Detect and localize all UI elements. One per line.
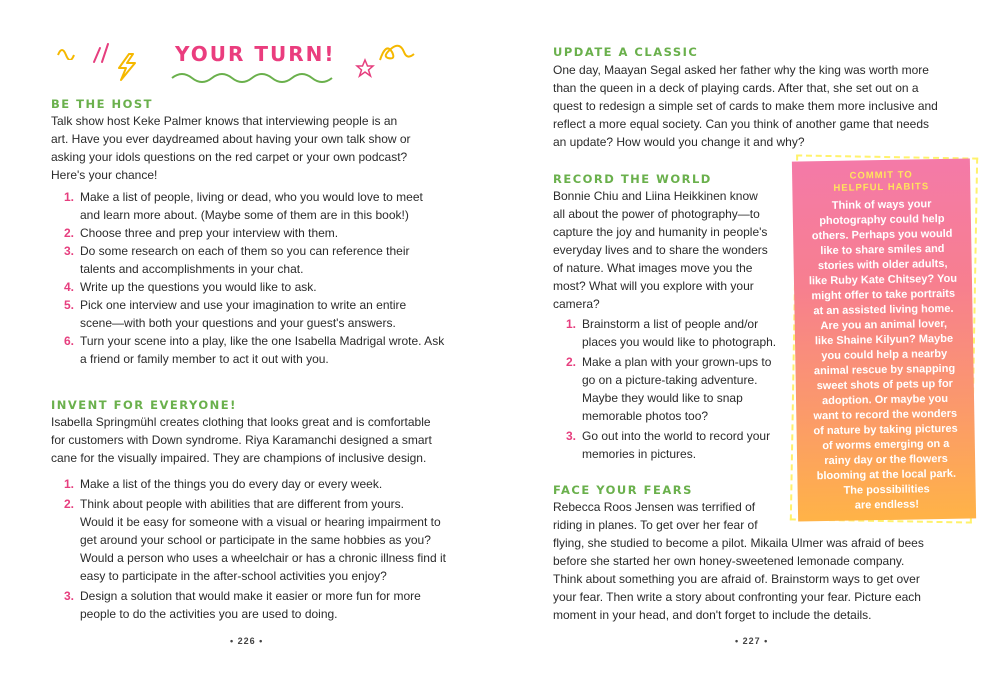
title-block	[55, 30, 415, 90]
host-steps	[64, 188, 464, 368]
step-number: 5.	[64, 298, 75, 312]
text-line: animal rescue by snapping	[813, 362, 956, 378]
step-number: 2.	[64, 497, 75, 511]
text-line: Are you an animal lover,	[820, 317, 948, 333]
text-line: Choose three and prep your interview with them.	[80, 226, 339, 240]
text-line: Design a solution that would make it easier or more fun for more	[80, 589, 421, 603]
text-line: Pick one interview and use your imagination to write an entire	[80, 298, 407, 312]
text-line: Talk show host Keke Palmer knows that interviewing people is an	[51, 114, 398, 128]
text-line: blooming at the local park.	[816, 467, 957, 483]
step-number: 3.	[64, 244, 75, 258]
text-line: get around your school or participate in the same hobbies as you?	[80, 533, 431, 547]
step-number: 1.	[64, 190, 75, 204]
step-number: 1.	[64, 477, 75, 491]
swirl-icon	[377, 38, 417, 68]
text-line: Brainstorm a list of people and/or	[582, 317, 759, 331]
text-line: like Shaine Kilyun? Maybe	[814, 332, 954, 348]
text-line: like Ruby Kate Chitsey? You	[808, 272, 958, 288]
host-heading: BE THE HOST	[51, 97, 153, 111]
text-line: Do some research on each of them so you can reference their	[80, 244, 410, 258]
list-item	[64, 587, 474, 623]
list-item	[64, 495, 474, 585]
text-line: Would it be easy for someone with a visual or hearing impairment to	[80, 515, 441, 529]
text-line: at an assisted living home.	[813, 302, 954, 318]
list-item	[64, 278, 464, 296]
record-heading: RECORD THE WORLD	[553, 172, 712, 186]
invent-heading: INVENT FOR EVERYONE!	[51, 398, 237, 412]
text-line: talents and accomplishments in your chat.	[80, 262, 304, 276]
text-line: HELPFUL HABITS	[833, 181, 930, 194]
text-line: Isabella Springmühl creates clothing that looks great and is comfortable	[51, 415, 431, 429]
list-item	[566, 427, 791, 463]
text-line: of nature by taking pictures	[813, 422, 958, 438]
text-line: stories with older adults,	[817, 257, 948, 273]
sparkle-icon	[90, 40, 112, 66]
lightning-icon	[113, 52, 141, 82]
text-line: photography could help	[819, 212, 945, 228]
list-item	[566, 353, 791, 425]
page-number: • 226 •	[230, 636, 264, 646]
text-line: reflect a more equal society. Can you think of another game that needs	[553, 117, 929, 131]
text-line: an update? How would you change it and why?	[553, 135, 805, 149]
text-line: Go out into the world to record your	[582, 429, 771, 443]
text-line: Think of ways your	[831, 198, 932, 212]
text-line: all about the power of photography—to	[553, 207, 760, 221]
list-item	[64, 188, 464, 224]
text-line: One day, Maayan Segal asked her father why the king was worth more	[553, 63, 929, 77]
classic-text	[553, 61, 973, 151]
text-line: COMMIT TO	[849, 169, 913, 182]
text-line: Write up the questions you would like to ask.	[80, 280, 317, 294]
text-line: capture the joy and humanity in people's	[553, 225, 768, 239]
star-icon	[355, 58, 375, 78]
text-line: like to share smiles and	[820, 242, 945, 258]
text-line: want to record the wonders	[813, 407, 958, 423]
text-line: might offer to take portraits	[811, 287, 956, 303]
classic-heading: UPDATE A CLASSIC	[553, 45, 699, 59]
list-item	[64, 224, 464, 242]
text-line: easy to participate in the after-school activities you enjoy?	[80, 569, 387, 583]
text-line: Maybe they would like to snap	[582, 391, 743, 405]
callout-body	[801, 197, 968, 515]
step-number: 6.	[64, 334, 75, 348]
text-line: memorable photos too?	[582, 409, 709, 423]
step-number: 3.	[64, 589, 75, 603]
text-line: of nature. What images move you the	[553, 261, 753, 275]
text-line: asking your idols questions on the red carpet or your own podcast?	[51, 150, 408, 164]
invent-steps	[64, 475, 474, 623]
text-line: you could help a nearby	[821, 347, 948, 363]
text-line: are endless!	[854, 498, 920, 512]
text-line: sweet shots of pets up for	[816, 377, 954, 393]
callout-title	[792, 168, 970, 195]
text-line: for customers with Down syndrome. Riya Karamanchi designed a smart	[51, 433, 432, 447]
text-line: Bonnie Chiu and Liina Heikkinen know	[553, 189, 758, 203]
step-number: 1.	[566, 317, 577, 331]
text-line: rainy day or the flowers	[824, 452, 948, 468]
step-number: 2.	[64, 226, 75, 240]
step-number: 3.	[566, 429, 577, 443]
text-line: cane for the visually impaired. They are champions of inclusive design.	[51, 451, 427, 465]
text-line: moment in your head, and don't forget to include the details.	[553, 608, 872, 622]
text-line: Would a person who uses a wheelchair or has a chronic illness find it	[80, 551, 446, 565]
text-line: riding in planes. To get over her fear of	[553, 518, 758, 532]
text-line: quest to redesign a simple set of cards to make them more inclusive and	[553, 99, 938, 113]
text-line: places you would like to photograph.	[582, 335, 777, 349]
record-intro	[553, 187, 793, 313]
page-number: • 227 •	[735, 636, 769, 646]
squiggle-icon	[55, 40, 85, 60]
text-line: Here's your chance!	[51, 168, 158, 182]
text-line: everyday lives and to share the wonders	[553, 243, 768, 257]
list-item	[566, 315, 791, 351]
wavy-underline-icon	[170, 68, 340, 84]
host-intro	[51, 112, 461, 184]
text-line: your fear. Then write a story about confronting your fear. Picture each	[553, 590, 921, 604]
text-line: others. Perhaps you would	[811, 227, 953, 243]
text-line: before she started her own honey-sweetened lemonade company.	[553, 554, 905, 568]
text-line: scene—with both your questions and your guest's answers.	[80, 316, 396, 330]
text-line: go on a picture-taking adventure.	[582, 373, 758, 387]
callout-box	[792, 158, 976, 521]
text-line: a friend or family member to act it out with you.	[80, 352, 329, 366]
text-line: Think about something you are afraid of. Brainstorm ways to get over	[553, 572, 920, 586]
text-line: memories in pictures.	[582, 447, 697, 461]
text-line: camera?	[553, 297, 600, 311]
step-number: 4.	[64, 280, 75, 294]
text-line: The possibilities	[843, 483, 930, 497]
text-line: most? What will you explore with your	[553, 279, 754, 293]
text-line: adoption. Or maybe you	[821, 392, 949, 408]
text-line: and learn more about. (Maybe some of them are in this book!)	[80, 208, 409, 222]
text-line: flying, she studied to become a pilot. Mikaila Ulmer was afraid of bees	[553, 536, 924, 550]
text-line: Turn your scene into a play, like the one Isabella Madrigal wrote. Ask	[80, 334, 445, 348]
list-item	[64, 296, 464, 332]
text-line: Rebecca Roos Jensen was terrified of	[553, 500, 756, 514]
text-line: Think about people with abilities that are different from yours.	[80, 497, 404, 511]
text-line: Make a list of people, living or dead, who you would love to meet	[80, 190, 423, 204]
text-line: Make a list of the things you do every day or every week.	[80, 477, 383, 491]
page-title: YOUR TURN!	[175, 42, 336, 66]
step-number: 2.	[566, 355, 577, 369]
list-item	[64, 475, 474, 493]
list-item	[64, 332, 464, 368]
fears-heading: FACE YOUR FEARS	[553, 483, 693, 497]
text-line: of worms emerging on a	[822, 437, 950, 453]
text-line: than the queen in a deck of playing cards. After that, she set out on a	[553, 81, 919, 95]
record-steps	[566, 315, 791, 463]
text-line: people to do the activities you are used to doing.	[80, 607, 338, 621]
text-line: Make a plan with your grown-ups to	[582, 355, 772, 369]
list-item	[64, 242, 464, 278]
invent-intro	[51, 413, 471, 467]
text-line: art. Have you ever daydreamed about having your own talk show or	[51, 132, 411, 146]
